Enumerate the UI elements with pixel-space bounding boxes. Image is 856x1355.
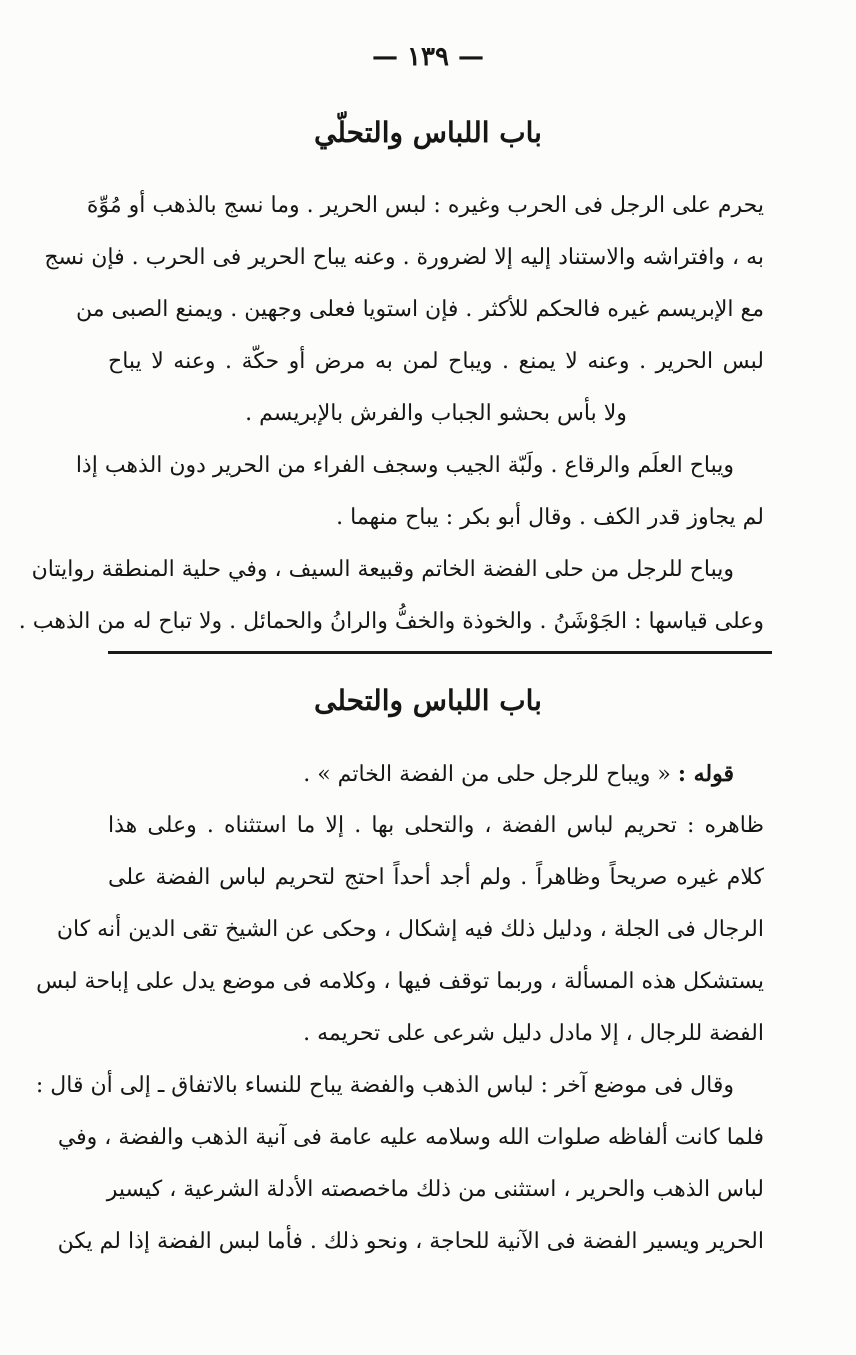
sharh-line: الرجال فى الجلة ، ودليل ذلك فيه إشكال ، وحكى عن الشيخ تقى الدين أنه كان	[56, 917, 764, 942]
sharh-line: فلما كانت ألفاظه صلوات الله وسلامه عليه عامة فى آنية الذهب والفضة ، وفي	[57, 1125, 764, 1150]
sharh-line: ظاهره : تحريم لباس الفضة ، والتحلى بها . إلا ما استثناه . وعلى هذا	[108, 813, 764, 838]
matn-paragraphs-2	[18, 440, 764, 648]
sharh-line: كلام غيره صريحاً وظاهراً . ولم أجد أحداً احتج لتحريم لباس الفضة على	[108, 865, 764, 890]
sharh-lead-quote: « ويباح للرجل حلى من الفضة الخاتم » .	[303, 762, 671, 787]
sharh-heading: باب اللباس والتحلى	[314, 684, 542, 717]
matn-line: لم يجاوز قدر الكف . وقال أبو بكر : يباح منهما .	[336, 505, 764, 530]
matn-line: ويباح للرجل من حلى الفضة الخاتم وقبيعة السيف ، وفي حلية المنطقة روايتان	[31, 557, 734, 582]
sharh-paragraphs	[35, 748, 764, 1268]
sharh-line: لباس الذهب والحرير ، استثنى من ذلك ماخصصته الأدلة الشرعية ، كيسير	[106, 1177, 764, 1202]
matn-line: ويباح العلَم والرقاع . ولَبّة الجيب وسجف الفراء من الحرير دون الذهب إذا	[75, 453, 734, 478]
sharh-line: الحرير ويسير الفضة فى الآنية للحاجة ، ونحو ذلك . فأما لبس الفضة إذا لم يكن	[57, 1229, 764, 1254]
section-divider	[108, 651, 772, 654]
matn-line: يحرم على الرجل فى الحرب وغيره : لبس الحرير . وما نسج بالذهب أو مُوِّهَ	[86, 193, 764, 218]
sharh-line: يستشكل هذه المسألة ، وربما توقف فيها ، وكلامه فى موضع يدل على إباحة لبس	[36, 969, 764, 994]
matn-line: لبس الحرير . وعنه لا يمنع . ويباح لمن به مرض أو حكّة . وعنه لا يباح	[108, 349, 764, 374]
sharh-line: الفضة للرجال ، إلا مادل دليل شرعى على تحريمه .	[303, 1021, 764, 1046]
page-number: — ١٣٩ —	[371, 42, 485, 72]
matn-heading: باب اللباس والتحلّي	[314, 116, 542, 149]
sharh-line: وقال فى موضع آخر : لباس الذهب والفضة يباح للنساء بالاتفاق ـ إلى أن قال :	[35, 1073, 734, 1098]
sharh-lead-label: قوله :	[677, 761, 734, 787]
matn-line: مع الإبريسم غيره فالحكم للأكثر . فإن استويا فعلى وجهين . ويمنع الصبى من	[76, 297, 764, 322]
matn-line: به ، وافتراشه والاستناد إليه إلا لضرورة . وعنه يباح الحرير فى الحرب . فإن نسج	[44, 245, 764, 270]
sharh-lead-line	[108, 748, 764, 800]
matn-line: وعلى قياسها : الجَوْشَنُ . والخوذة والخفُّ والرانُ والحمائل . ولا تباح له من الذهب .	[18, 609, 764, 634]
matn-line: ولا بأس بحشو الجباب والفرش بالإبريسم .	[245, 401, 627, 426]
matn-paragraphs-1	[44, 180, 764, 440]
